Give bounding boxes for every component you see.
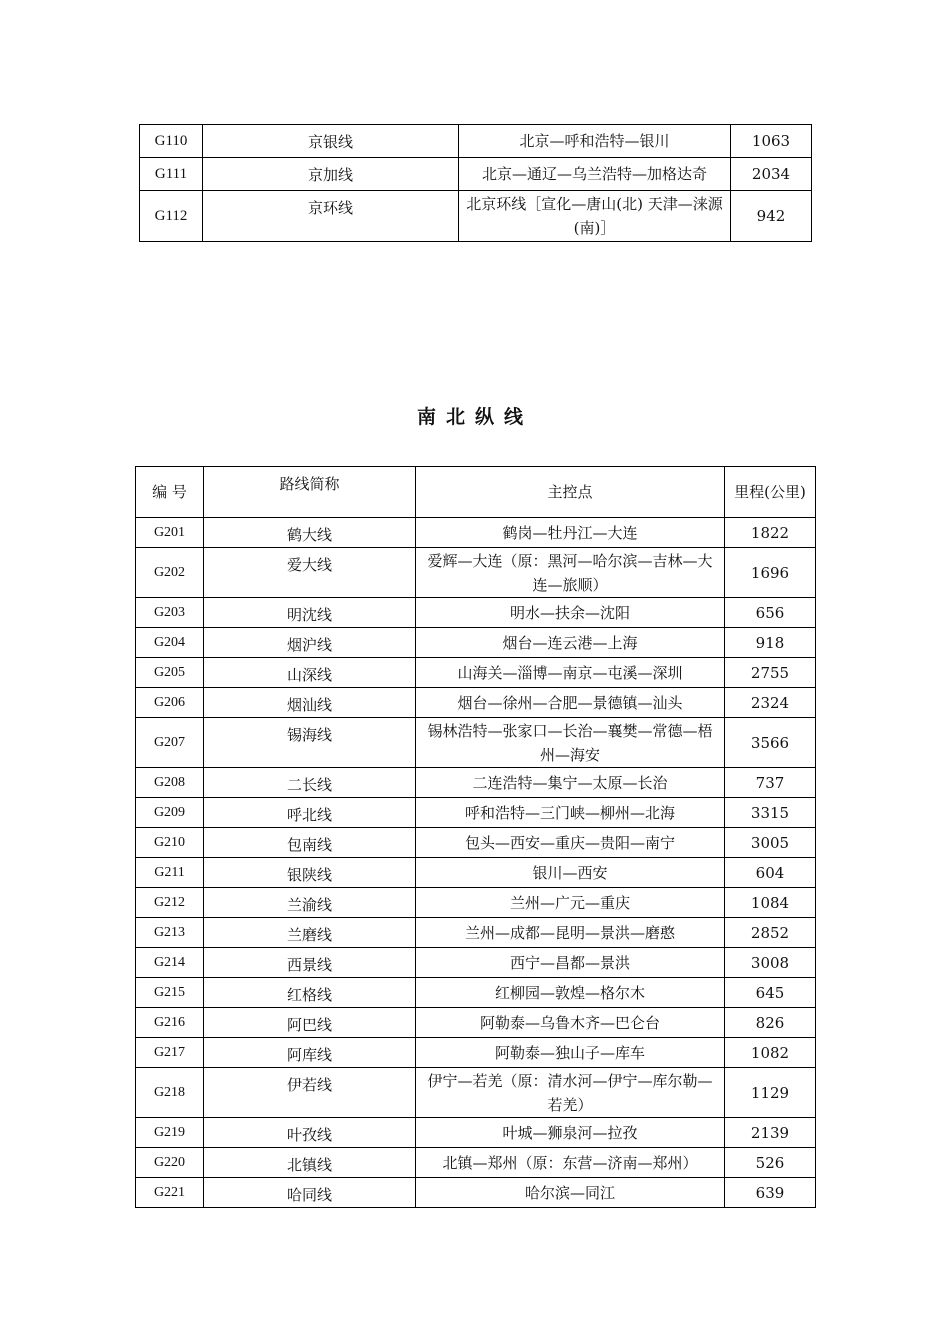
route-name: 二长线	[204, 768, 416, 798]
route-length-km: 3315	[725, 798, 816, 828]
route-name: 兰磨线	[204, 918, 416, 948]
route-length-km: 942	[731, 191, 812, 242]
route-code: G206	[136, 688, 204, 718]
header-name: 路线简称	[204, 467, 416, 518]
route-control-points: 阿勒泰—独山子—库车	[416, 1038, 725, 1068]
route-name: 京银线	[203, 125, 459, 158]
route-length-km: 2852	[725, 918, 816, 948]
route-code: G220	[136, 1148, 204, 1178]
table-row	[140, 125, 812, 158]
route-length-km: 2034	[731, 158, 812, 191]
route-code: G209	[136, 798, 204, 828]
table-row	[136, 888, 816, 918]
route-length-km: 645	[725, 978, 816, 1008]
route-length-km: 1822	[725, 518, 816, 548]
route-code: G201	[136, 518, 204, 548]
route-length-km: 737	[725, 768, 816, 798]
route-code: G218	[136, 1068, 204, 1118]
route-code: G216	[136, 1008, 204, 1038]
route-name: 京加线	[203, 158, 459, 191]
route-control-points: 叶城—狮泉河—拉孜	[416, 1118, 725, 1148]
table-row	[136, 948, 816, 978]
table-row	[136, 548, 816, 598]
table-row	[136, 628, 816, 658]
route-control-points: 呼和浩特—三门峡—柳州—北海	[416, 798, 725, 828]
table-row	[136, 598, 816, 628]
route-control-points: 爱辉—大连（原：黑河—哈尔滨—吉林—大连—旅顺）	[416, 548, 725, 598]
table-row	[136, 798, 816, 828]
route-length-km: 1082	[725, 1038, 816, 1068]
route-length-km: 3566	[725, 718, 816, 768]
national-road-table-continued	[139, 124, 812, 242]
route-control-points: 北京环线［宣化—唐山(北) 天津—涞源(南)］	[459, 191, 731, 242]
route-length-km: 3005	[725, 828, 816, 858]
route-length-km: 2324	[725, 688, 816, 718]
table-body	[136, 518, 816, 1208]
table-row	[136, 1118, 816, 1148]
route-name: 呼北线	[204, 798, 416, 828]
route-name: 烟汕线	[204, 688, 416, 718]
route-name: 明沈线	[204, 598, 416, 628]
header-code: 编 号	[136, 467, 204, 518]
header-length: 里程(公里)	[725, 467, 816, 518]
route-code: G214	[136, 948, 204, 978]
south-north-road-table	[135, 466, 816, 1208]
table-row	[136, 918, 816, 948]
route-code: G212	[136, 888, 204, 918]
route-code: G205	[136, 658, 204, 688]
route-name: 鹤大线	[204, 518, 416, 548]
route-control-points: 银川—西安	[416, 858, 725, 888]
route-code: G210	[136, 828, 204, 858]
route-length-km: 1696	[725, 548, 816, 598]
route-code: G112	[140, 191, 203, 242]
route-control-points: 阿勒泰—乌鲁木齐—巴仑台	[416, 1008, 725, 1038]
route-name: 烟沪线	[204, 628, 416, 658]
route-length-km: 1063	[731, 125, 812, 158]
table-row	[136, 768, 816, 798]
route-control-points: 伊宁—若羌（原：清水河—伊宁—库尔勒—若羌）	[416, 1068, 725, 1118]
table-row	[140, 191, 812, 242]
route-control-points: 烟台—徐州—合肥—景德镇—汕头	[416, 688, 725, 718]
route-code: G204	[136, 628, 204, 658]
table-row	[136, 658, 816, 688]
route-name: 阿巴线	[204, 1008, 416, 1038]
route-name: 红格线	[204, 978, 416, 1008]
route-name: 西景线	[204, 948, 416, 978]
route-control-points: 北镇—郑州（原：东营—济南—郑州）	[416, 1148, 725, 1178]
route-name: 兰渝线	[204, 888, 416, 918]
table-row	[136, 518, 816, 548]
route-name: 哈同线	[204, 1178, 416, 1208]
route-name: 包南线	[204, 828, 416, 858]
route-length-km: 2139	[725, 1118, 816, 1148]
route-name: 银陕线	[204, 858, 416, 888]
table-row	[136, 718, 816, 768]
route-control-points: 包头—西安—重庆—贵阳—南宁	[416, 828, 725, 858]
route-length-km: 656	[725, 598, 816, 628]
route-code: G215	[136, 978, 204, 1008]
route-length-km: 1129	[725, 1068, 816, 1118]
route-code: G202	[136, 548, 204, 598]
route-control-points: 兰州—广元—重庆	[416, 888, 725, 918]
table-row	[136, 858, 816, 888]
route-length-km: 604	[725, 858, 816, 888]
route-name: 爱大线	[204, 548, 416, 598]
route-control-points: 二连浩特—集宁—太原—长治	[416, 768, 725, 798]
route-length-km: 639	[725, 1178, 816, 1208]
route-name: 京环线	[203, 191, 459, 242]
route-code: G110	[140, 125, 203, 158]
table-row	[136, 1008, 816, 1038]
route-control-points: 西宁—昌都—景洪	[416, 948, 725, 978]
route-control-points: 哈尔滨—同江	[416, 1178, 725, 1208]
table-row	[136, 828, 816, 858]
table-header-row	[136, 467, 816, 518]
table-row	[136, 1178, 816, 1208]
route-length-km: 3008	[725, 948, 816, 978]
table-row	[140, 158, 812, 191]
route-control-points: 鹤岗—牡丹江—大连	[416, 518, 725, 548]
route-code: G217	[136, 1038, 204, 1068]
table-row	[136, 1068, 816, 1118]
route-control-points: 红柳园—敦煌—格尔木	[416, 978, 725, 1008]
route-length-km: 2755	[725, 658, 816, 688]
route-control-points: 锡林浩特—张家口—长治—襄樊—常德—梧州—海安	[416, 718, 725, 768]
route-control-points: 北京—呼和浩特—银川	[459, 125, 731, 158]
route-code: G111	[140, 158, 203, 191]
table-row	[136, 1148, 816, 1178]
route-control-points: 兰州—成都—昆明—景洪—磨憨	[416, 918, 725, 948]
route-code: G207	[136, 718, 204, 768]
route-name: 伊若线	[204, 1068, 416, 1118]
route-control-points: 山海关—淄博—南京—屯溪—深圳	[416, 658, 725, 688]
route-length-km: 1084	[725, 888, 816, 918]
route-name: 锡海线	[204, 718, 416, 768]
route-control-points: 烟台—连云港—上海	[416, 628, 725, 658]
route-control-points: 北京—通辽—乌兰浩特—加格达奇	[459, 158, 731, 191]
route-length-km: 918	[725, 628, 816, 658]
table-row	[136, 978, 816, 1008]
route-code: G221	[136, 1178, 204, 1208]
route-length-km: 526	[725, 1148, 816, 1178]
header-control-points: 主控点	[416, 467, 725, 518]
route-code: G203	[136, 598, 204, 628]
table-row	[136, 1038, 816, 1068]
route-code: G208	[136, 768, 204, 798]
table-row	[136, 688, 816, 718]
route-name: 叶孜线	[204, 1118, 416, 1148]
route-code: G213	[136, 918, 204, 948]
route-name: 山深线	[204, 658, 416, 688]
route-name: 阿库线	[204, 1038, 416, 1068]
route-length-km: 826	[725, 1008, 816, 1038]
route-code: G211	[136, 858, 204, 888]
route-name: 北镇线	[204, 1148, 416, 1178]
route-control-points: 明水—扶余—沈阳	[416, 598, 725, 628]
route-code: G219	[136, 1118, 204, 1148]
section-title: 南北纵线	[416, 406, 533, 428]
